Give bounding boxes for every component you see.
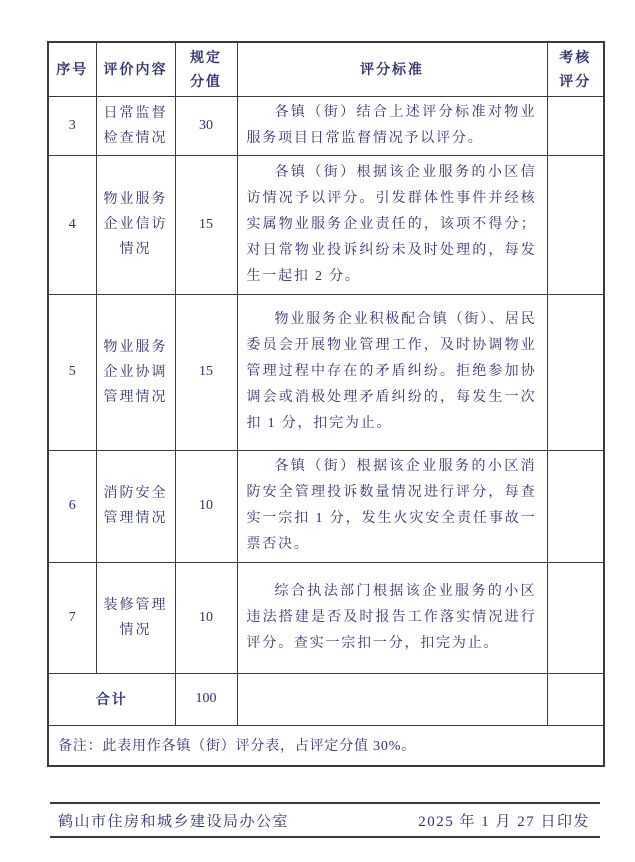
assessment-score-cell xyxy=(547,294,604,450)
content-cell: 日常监督检查情况 xyxy=(96,96,175,155)
row-number-cell: 7 xyxy=(48,562,96,673)
scoring-table xyxy=(47,41,605,767)
standard-cell: 各镇（街）根据该企业服务的小区消防安全管理投诉数量情况进行评分，每查实一宗扣 1 分，发生火灾安全责任事故一票否决。 xyxy=(237,450,547,562)
table-row xyxy=(48,450,604,562)
table-row xyxy=(48,294,604,450)
header-cell-assessment: 考核评分 xyxy=(547,42,604,96)
total-assessment-cell xyxy=(547,673,604,725)
content-cell: 消防安全管理情况 xyxy=(96,450,175,562)
assessment-score-cell xyxy=(547,450,604,562)
row-number-cell: 6 xyxy=(48,450,96,562)
assessment-score-cell xyxy=(547,96,604,155)
document-footer xyxy=(50,802,600,838)
header-cell-no: 序号 xyxy=(48,42,96,96)
footer-issuer: 鹤山市住房和城乡建设局办公室 xyxy=(58,813,290,830)
row-number-cell: 4 xyxy=(48,155,96,294)
score-cell: 10 xyxy=(175,562,237,673)
total-standard-cell xyxy=(237,673,547,725)
content-cell: 物业服务企业协调管理情况 xyxy=(96,294,175,450)
header-cell-content: 评价内容 xyxy=(96,42,175,96)
assessment-score-cell xyxy=(547,155,604,294)
note-row xyxy=(48,725,604,766)
content-cell: 装修管理情况 xyxy=(96,562,175,673)
row-number-cell: 3 xyxy=(48,96,96,155)
score-cell: 30 xyxy=(175,96,237,155)
score-cell: 10 xyxy=(175,450,237,562)
table-row xyxy=(48,155,604,294)
content-cell: 物业服务企业信访情况 xyxy=(96,155,175,294)
standard-cell: 各镇（街）根据该企业服务的小区信访情况予以评分。引发群体性事件并经核实属物业服务企业责任的，该项不得分；对日常物业投诉纠纷未及时处理的，每发生一起扣 2 分。 xyxy=(237,155,547,294)
total-label-cell: 合计 xyxy=(48,673,175,725)
table-row xyxy=(48,96,604,155)
standard-cell: 各镇（街）结合上述评分标准对物业服务项目日常监督情况予以评分。 xyxy=(237,96,547,155)
score-cell: 15 xyxy=(175,294,237,450)
total-value-cell: 100 xyxy=(175,673,237,725)
table-header-row xyxy=(48,42,604,96)
header-cell-standard: 评分标准 xyxy=(237,42,547,96)
header-cell-score: 规定分值 xyxy=(175,42,237,96)
assessment-score-cell xyxy=(547,562,604,673)
total-row xyxy=(48,673,604,725)
standard-cell: 物业服务企业积极配合镇（街）、居民委员会开展物业管理工作，及时协调物业管理过程中存在的矛盾纠纷。拒绝参加协调会或消极处理矛盾纠纷的，每发生一次扣 1 分，扣完为止。 xyxy=(237,294,547,450)
table-row xyxy=(48,562,604,673)
row-number-cell: 5 xyxy=(48,294,96,450)
score-cell: 15 xyxy=(175,155,237,294)
footer-print-date: 2025 年 1 月 27 日印发 xyxy=(418,813,590,830)
standard-cell: 综合执法部门根据该企业服务的小区违法搭建是否及时报告工作落实情况进行评分。查实一宗扣一分，扣完为止。 xyxy=(237,562,547,673)
note-cell: 备注：此表用作各镇（街）评分表，占评定分值 30%。 xyxy=(48,725,604,766)
